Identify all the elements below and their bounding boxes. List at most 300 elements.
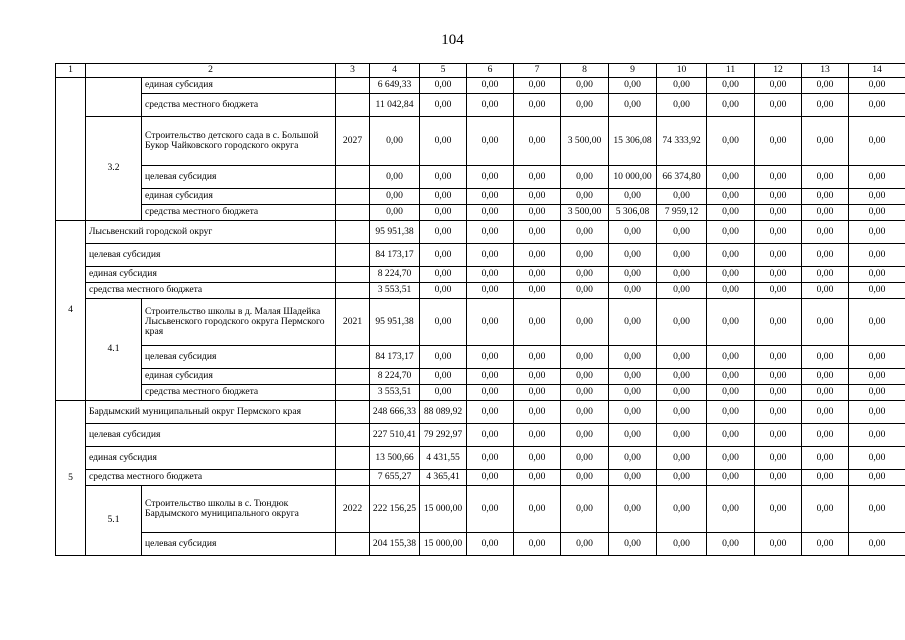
value-cell: 0,00 — [609, 470, 657, 486]
column-header: 13 — [802, 64, 849, 78]
item-name: средства местного бюджета — [142, 94, 336, 117]
value-cell: 0,00 — [467, 470, 514, 486]
value-cell: 0,00 — [561, 424, 609, 447]
value-cell: 0,00 — [657, 244, 707, 267]
table-row — [56, 78, 905, 94]
value-cell: 0,00 — [755, 244, 802, 267]
year-cell — [336, 533, 370, 556]
value-cell: 0,00 — [561, 470, 609, 486]
column-header: 1 — [56, 64, 86, 78]
table-row — [56, 166, 905, 189]
value-cell: 0,00 — [420, 283, 467, 299]
value-cell: 0,00 — [467, 486, 514, 533]
value-cell: 0,00 — [849, 267, 905, 283]
value-cell: 66 374,80 — [657, 166, 707, 189]
value-cell: 0,00 — [467, 424, 514, 447]
year-cell — [336, 470, 370, 486]
value-cell: 0,00 — [609, 424, 657, 447]
value-cell: 0,00 — [707, 94, 755, 117]
year-cell — [336, 244, 370, 267]
table-row — [56, 267, 905, 283]
value-cell: 0,00 — [561, 447, 609, 470]
year-cell — [336, 385, 370, 401]
year-cell: 2027 — [336, 117, 370, 166]
value-cell: 0,00 — [707, 533, 755, 556]
value-cell: 0,00 — [707, 401, 755, 424]
value-cell: 13 500,66 — [370, 447, 420, 470]
sub-number: 4.1 — [86, 299, 142, 401]
value-cell: 0,00 — [514, 299, 561, 346]
item-name: единая субсидия — [142, 78, 336, 94]
value-cell: 0,00 — [755, 221, 802, 244]
value-cell: 15 000,00 — [420, 486, 467, 533]
column-header: 7 — [514, 64, 561, 78]
value-cell: 0,00 — [849, 533, 905, 556]
value-cell: 0,00 — [561, 283, 609, 299]
table-row — [56, 401, 905, 424]
value-cell: 15 306,08 — [609, 117, 657, 166]
sub-number: 5.1 — [86, 486, 142, 556]
value-cell: 0,00 — [467, 533, 514, 556]
column-header: 6 — [467, 64, 514, 78]
value-cell: 0,00 — [707, 166, 755, 189]
value-cell: 0,00 — [514, 166, 561, 189]
column-header: 3 — [336, 64, 370, 78]
value-cell: 0,00 — [849, 221, 905, 244]
table-row — [56, 447, 905, 470]
value-cell: 0,00 — [802, 244, 849, 267]
value-cell: 0,00 — [420, 117, 467, 166]
item-name: целевая субсидия — [142, 533, 336, 556]
value-cell: 0,00 — [657, 447, 707, 470]
value-cell: 0,00 — [849, 401, 905, 424]
value-cell: 0,00 — [657, 221, 707, 244]
value-cell: 0,00 — [849, 385, 905, 401]
value-cell: 0,00 — [467, 166, 514, 189]
value-cell: 0,00 — [755, 369, 802, 385]
value-cell: 0,00 — [561, 78, 609, 94]
value-cell: 222 156,25 — [370, 486, 420, 533]
value-cell: 0,00 — [657, 267, 707, 283]
column-header: 11 — [707, 64, 755, 78]
value-cell: 0,00 — [609, 221, 657, 244]
year-cell — [336, 447, 370, 470]
column-header: 2 — [86, 64, 336, 78]
value-cell: 0,00 — [514, 94, 561, 117]
value-cell: 0,00 — [467, 346, 514, 369]
year-cell — [336, 283, 370, 299]
value-cell: 0,00 — [514, 486, 561, 533]
table-row — [56, 117, 905, 166]
value-cell: 0,00 — [561, 244, 609, 267]
value-cell: 0,00 — [849, 283, 905, 299]
item-name: средства местного бюджета — [142, 205, 336, 221]
value-cell: 0,00 — [420, 205, 467, 221]
value-cell: 0,00 — [514, 401, 561, 424]
year-cell — [336, 221, 370, 244]
value-cell: 0,00 — [657, 299, 707, 346]
value-cell: 0,00 — [420, 94, 467, 117]
item-name: Лысьвенский городской округ — [86, 221, 336, 244]
value-cell: 4 431,55 — [420, 447, 467, 470]
value-cell: 0,00 — [755, 447, 802, 470]
item-name: Строительство детского сада в с. Большой Букор Чайковского городского округа — [142, 117, 336, 166]
column-header: 9 — [609, 64, 657, 78]
year-cell — [336, 267, 370, 283]
item-name: целевая субсидия — [86, 424, 336, 447]
value-cell: 0,00 — [609, 447, 657, 470]
year-cell — [336, 346, 370, 369]
value-cell: 0,00 — [561, 385, 609, 401]
value-cell: 0,00 — [707, 189, 755, 205]
value-cell: 0,00 — [707, 385, 755, 401]
item-name: средства местного бюджета — [86, 283, 336, 299]
value-cell: 0,00 — [609, 78, 657, 94]
value-cell: 0,00 — [802, 78, 849, 94]
value-cell: 0,00 — [657, 78, 707, 94]
value-cell: 0,00 — [514, 221, 561, 244]
value-cell: 0,00 — [420, 385, 467, 401]
column-header: 12 — [755, 64, 802, 78]
value-cell: 0,00 — [755, 117, 802, 166]
value-cell: 88 089,92 — [420, 401, 467, 424]
value-cell: 0,00 — [657, 401, 707, 424]
value-cell: 0,00 — [755, 424, 802, 447]
value-cell: 0,00 — [657, 94, 707, 117]
item-name: Строительство школы в д. Малая Шадейка Лысьвенского городского округа Пермского края — [142, 299, 336, 346]
value-cell: 0,00 — [755, 283, 802, 299]
value-cell: 0,00 — [707, 369, 755, 385]
value-cell: 0,00 — [802, 267, 849, 283]
value-cell: 0,00 — [561, 486, 609, 533]
value-cell: 0,00 — [467, 299, 514, 346]
value-cell: 0,00 — [849, 486, 905, 533]
year-cell — [336, 78, 370, 94]
value-cell: 0,00 — [802, 486, 849, 533]
value-cell: 0,00 — [609, 369, 657, 385]
value-cell: 0,00 — [755, 78, 802, 94]
value-cell: 0,00 — [467, 189, 514, 205]
column-header: 4 — [370, 64, 420, 78]
value-cell: 0,00 — [420, 299, 467, 346]
value-cell: 0,00 — [514, 189, 561, 205]
value-cell: 0,00 — [755, 205, 802, 221]
value-cell: 10 000,00 — [609, 166, 657, 189]
table-row — [56, 385, 905, 401]
value-cell: 0,00 — [849, 78, 905, 94]
value-cell: 0,00 — [609, 299, 657, 346]
value-cell: 0,00 — [755, 346, 802, 369]
value-cell: 0,00 — [849, 369, 905, 385]
value-cell: 0,00 — [755, 486, 802, 533]
value-cell: 11 042,84 — [370, 94, 420, 117]
value-cell: 0,00 — [802, 385, 849, 401]
row-number: 5 — [56, 401, 86, 556]
value-cell: 0,00 — [561, 401, 609, 424]
value-cell: 0,00 — [802, 369, 849, 385]
value-cell: 0,00 — [514, 267, 561, 283]
value-cell: 0,00 — [802, 424, 849, 447]
value-cell: 0,00 — [514, 283, 561, 299]
value-cell: 0,00 — [707, 486, 755, 533]
value-cell: 0,00 — [467, 117, 514, 166]
value-cell: 0,00 — [609, 244, 657, 267]
value-cell: 0,00 — [707, 78, 755, 94]
value-cell: 0,00 — [707, 283, 755, 299]
value-cell: 3 500,00 — [561, 205, 609, 221]
value-cell: 0,00 — [420, 369, 467, 385]
item-name: единая субсидия — [142, 189, 336, 205]
value-cell: 0,00 — [609, 267, 657, 283]
value-cell: 7 959,12 — [657, 205, 707, 221]
header-row — [56, 64, 905, 78]
value-cell: 0,00 — [707, 299, 755, 346]
table-row — [56, 346, 905, 369]
value-cell: 0,00 — [609, 401, 657, 424]
value-cell: 248 666,33 — [370, 401, 420, 424]
value-cell: 3 553,51 — [370, 385, 420, 401]
table-row — [56, 486, 905, 533]
value-cell: 0,00 — [755, 267, 802, 283]
value-cell: 0,00 — [849, 117, 905, 166]
budget-table — [55, 63, 905, 556]
value-cell: 0,00 — [467, 283, 514, 299]
value-cell: 84 173,17 — [370, 346, 420, 369]
table-row — [56, 205, 905, 221]
value-cell: 84 173,17 — [370, 244, 420, 267]
item-name: целевая субсидия — [142, 166, 336, 189]
value-cell: 5 306,08 — [609, 205, 657, 221]
item-name: Строительство школы в с. Тюндюк Бардымского муниципального округа — [142, 486, 336, 533]
row-number: 4 — [56, 221, 86, 401]
value-cell: 0,00 — [849, 346, 905, 369]
value-cell: 7 655,27 — [370, 470, 420, 486]
value-cell: 0,00 — [467, 267, 514, 283]
column-header: 14 — [849, 64, 905, 78]
value-cell: 3 553,51 — [370, 283, 420, 299]
value-cell: 0,00 — [802, 94, 849, 117]
value-cell: 0,00 — [802, 221, 849, 244]
item-name: единая субсидия — [142, 369, 336, 385]
value-cell: 0,00 — [755, 385, 802, 401]
table-row — [56, 424, 905, 447]
value-cell: 0,00 — [467, 447, 514, 470]
value-cell: 0,00 — [802, 470, 849, 486]
column-header: 8 — [561, 64, 609, 78]
item-name: средства местного бюджета — [86, 470, 336, 486]
value-cell: 0,00 — [802, 166, 849, 189]
value-cell: 0,00 — [420, 189, 467, 205]
value-cell: 0,00 — [657, 424, 707, 447]
value-cell: 0,00 — [370, 189, 420, 205]
year-cell — [336, 401, 370, 424]
table-row — [56, 244, 905, 267]
value-cell: 0,00 — [467, 205, 514, 221]
value-cell: 0,00 — [707, 267, 755, 283]
value-cell: 0,00 — [707, 205, 755, 221]
table-row — [56, 189, 905, 205]
value-cell: 0,00 — [755, 189, 802, 205]
value-cell: 0,00 — [707, 346, 755, 369]
year-cell: 2021 — [336, 299, 370, 346]
item-name: единая субсидия — [86, 447, 336, 470]
value-cell: 0,00 — [657, 470, 707, 486]
value-cell: 0,00 — [609, 486, 657, 533]
table-row — [56, 299, 905, 346]
value-cell: 0,00 — [755, 299, 802, 346]
value-cell: 0,00 — [849, 244, 905, 267]
value-cell: 0,00 — [467, 401, 514, 424]
value-cell: 0,00 — [561, 221, 609, 244]
value-cell: 79 292,97 — [420, 424, 467, 447]
value-cell: 0,00 — [802, 283, 849, 299]
value-cell: 0,00 — [514, 424, 561, 447]
value-cell: 95 951,38 — [370, 221, 420, 244]
table-row — [56, 221, 905, 244]
value-cell: 8 224,70 — [370, 267, 420, 283]
column-header: 10 — [657, 64, 707, 78]
value-cell: 0,00 — [657, 346, 707, 369]
value-cell: 0,00 — [467, 369, 514, 385]
value-cell: 204 155,38 — [370, 533, 420, 556]
value-cell: 0,00 — [420, 78, 467, 94]
value-cell: 0,00 — [707, 221, 755, 244]
value-cell: 0,00 — [849, 424, 905, 447]
year-cell — [336, 94, 370, 117]
year-cell — [336, 166, 370, 189]
value-cell: 0,00 — [420, 221, 467, 244]
table-row — [56, 283, 905, 299]
value-cell: 0,00 — [849, 205, 905, 221]
sub-number: 3.2 — [86, 117, 142, 221]
year-cell — [336, 369, 370, 385]
value-cell: 0,00 — [514, 205, 561, 221]
value-cell: 0,00 — [802, 533, 849, 556]
value-cell: 0,00 — [514, 244, 561, 267]
value-cell: 0,00 — [609, 346, 657, 369]
value-cell: 0,00 — [514, 385, 561, 401]
table-row — [56, 533, 905, 556]
value-cell: 0,00 — [707, 117, 755, 166]
year-cell: 2022 — [336, 486, 370, 533]
value-cell: 0,00 — [755, 94, 802, 117]
value-cell: 0,00 — [802, 299, 849, 346]
value-cell: 0,00 — [802, 401, 849, 424]
value-cell: 95 951,38 — [370, 299, 420, 346]
value-cell: 0,00 — [561, 533, 609, 556]
value-cell: 0,00 — [849, 447, 905, 470]
row-number — [56, 78, 86, 221]
value-cell: 0,00 — [849, 94, 905, 117]
value-cell: 0,00 — [849, 189, 905, 205]
value-cell: 0,00 — [802, 189, 849, 205]
value-cell: 0,00 — [420, 267, 467, 283]
value-cell: 0,00 — [609, 189, 657, 205]
value-cell: 0,00 — [467, 244, 514, 267]
table-row — [56, 470, 905, 486]
year-cell — [336, 205, 370, 221]
value-cell: 227 510,41 — [370, 424, 420, 447]
value-cell: 3 500,00 — [561, 117, 609, 166]
value-cell: 0,00 — [561, 299, 609, 346]
value-cell: 0,00 — [467, 94, 514, 117]
value-cell: 0,00 — [755, 533, 802, 556]
value-cell: 8 224,70 — [370, 369, 420, 385]
value-cell: 6 649,33 — [370, 78, 420, 94]
value-cell: 0,00 — [609, 533, 657, 556]
value-cell: 0,00 — [849, 470, 905, 486]
page-number: 104 — [441, 32, 464, 48]
value-cell: 0,00 — [420, 346, 467, 369]
value-cell: 0,00 — [561, 189, 609, 205]
value-cell: 0,00 — [514, 369, 561, 385]
value-cell: 0,00 — [657, 385, 707, 401]
value-cell: 0,00 — [370, 205, 420, 221]
value-cell: 0,00 — [849, 299, 905, 346]
table-row — [56, 94, 905, 117]
value-cell: 0,00 — [420, 244, 467, 267]
value-cell: 0,00 — [561, 267, 609, 283]
value-cell: 0,00 — [514, 447, 561, 470]
value-cell: 0,00 — [802, 117, 849, 166]
value-cell: 0,00 — [755, 470, 802, 486]
value-cell: 15 000,00 — [420, 533, 467, 556]
year-cell — [336, 424, 370, 447]
value-cell: 0,00 — [707, 244, 755, 267]
value-cell: 0,00 — [514, 533, 561, 556]
value-cell: 0,00 — [657, 189, 707, 205]
value-cell: 4 365,41 — [420, 470, 467, 486]
value-cell: 0,00 — [467, 78, 514, 94]
value-cell: 0,00 — [467, 221, 514, 244]
value-cell: 0,00 — [561, 369, 609, 385]
value-cell: 0,00 — [370, 117, 420, 166]
value-cell: 0,00 — [707, 470, 755, 486]
value-cell: 0,00 — [802, 346, 849, 369]
table-row — [56, 369, 905, 385]
item-name: единая субсидия — [86, 267, 336, 283]
value-cell: 0,00 — [420, 166, 467, 189]
sub-number — [86, 78, 142, 117]
item-name: средства местного бюджета — [142, 385, 336, 401]
value-cell: 0,00 — [514, 346, 561, 369]
column-header: 5 — [420, 64, 467, 78]
item-name: целевая субсидия — [86, 244, 336, 267]
value-cell: 0,00 — [802, 447, 849, 470]
value-cell: 0,00 — [755, 166, 802, 189]
value-cell: 0,00 — [849, 166, 905, 189]
value-cell: 0,00 — [514, 117, 561, 166]
value-cell: 0,00 — [755, 401, 802, 424]
value-cell: 0,00 — [707, 424, 755, 447]
value-cell: 0,00 — [467, 385, 514, 401]
value-cell: 0,00 — [370, 166, 420, 189]
year-cell — [336, 189, 370, 205]
value-cell: 0,00 — [707, 447, 755, 470]
value-cell: 0,00 — [802, 205, 849, 221]
value-cell: 0,00 — [561, 346, 609, 369]
value-cell: 74 333,92 — [657, 117, 707, 166]
value-cell: 0,00 — [514, 78, 561, 94]
item-name: Бардымский муниципальный округ Пермского края — [86, 401, 336, 424]
value-cell: 0,00 — [561, 166, 609, 189]
value-cell: 0,00 — [609, 385, 657, 401]
value-cell: 0,00 — [609, 94, 657, 117]
value-cell: 0,00 — [657, 283, 707, 299]
value-cell: 0,00 — [514, 470, 561, 486]
value-cell: 0,00 — [657, 533, 707, 556]
value-cell: 0,00 — [657, 486, 707, 533]
